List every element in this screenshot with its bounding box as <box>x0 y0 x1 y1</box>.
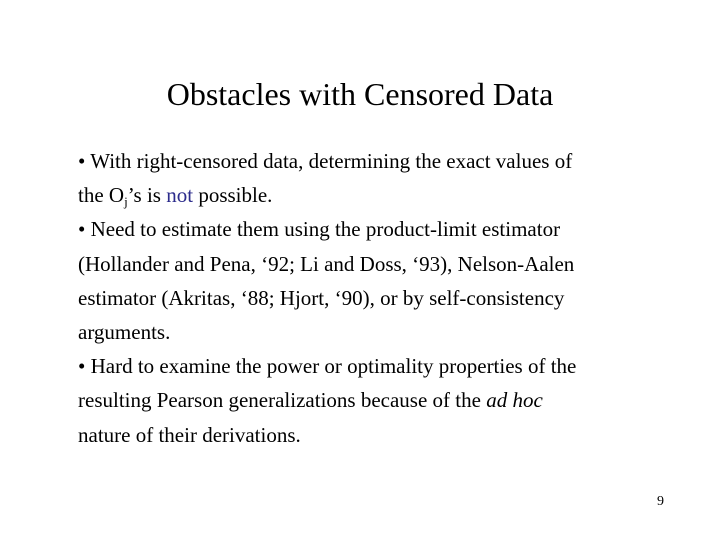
bullet-1-text-c: possible. <box>193 183 273 208</box>
slide-body <box>78 144 678 452</box>
bullet-1-line-2 <box>78 178 678 212</box>
bullet-3-text-a: resulting Pearson generalizations because of the <box>78 388 487 413</box>
slide-title: Obstacles with Censored Data <box>166 76 554 112</box>
bullet-3-line-3: nature of their derivations. <box>78 422 301 447</box>
bullet-1-text-b: ’s is <box>127 183 167 208</box>
bullet-1-text-a: the O <box>78 183 125 208</box>
bullet-1-line-1: • With right-censored data, determining the exact values of <box>78 149 573 173</box>
bullet-2-line-1: • Need to estimate them using the product-limit estimator <box>78 217 561 242</box>
italic-ad-hoc: ad hoc <box>486 388 543 413</box>
bullet-2-line-2: (Hollander and Pena, ‘92; Li and Doss, ‘93), Nelson-Aalen <box>78 251 575 276</box>
subscript-j: j <box>124 194 128 210</box>
page-number: 9 <box>657 494 664 509</box>
bullet-3-line-2 <box>78 383 678 417</box>
emphasis-not: not <box>166 183 194 208</box>
bullet-2-line-3: estimator (Akritas, ‘88; Hjort, ‘90), or by self-consistency <box>78 285 565 310</box>
bullet-3-line-1: • Hard to examine the power or optimality properties of the <box>78 354 577 379</box>
bullet-2-line-4: arguments. <box>78 320 171 345</box>
